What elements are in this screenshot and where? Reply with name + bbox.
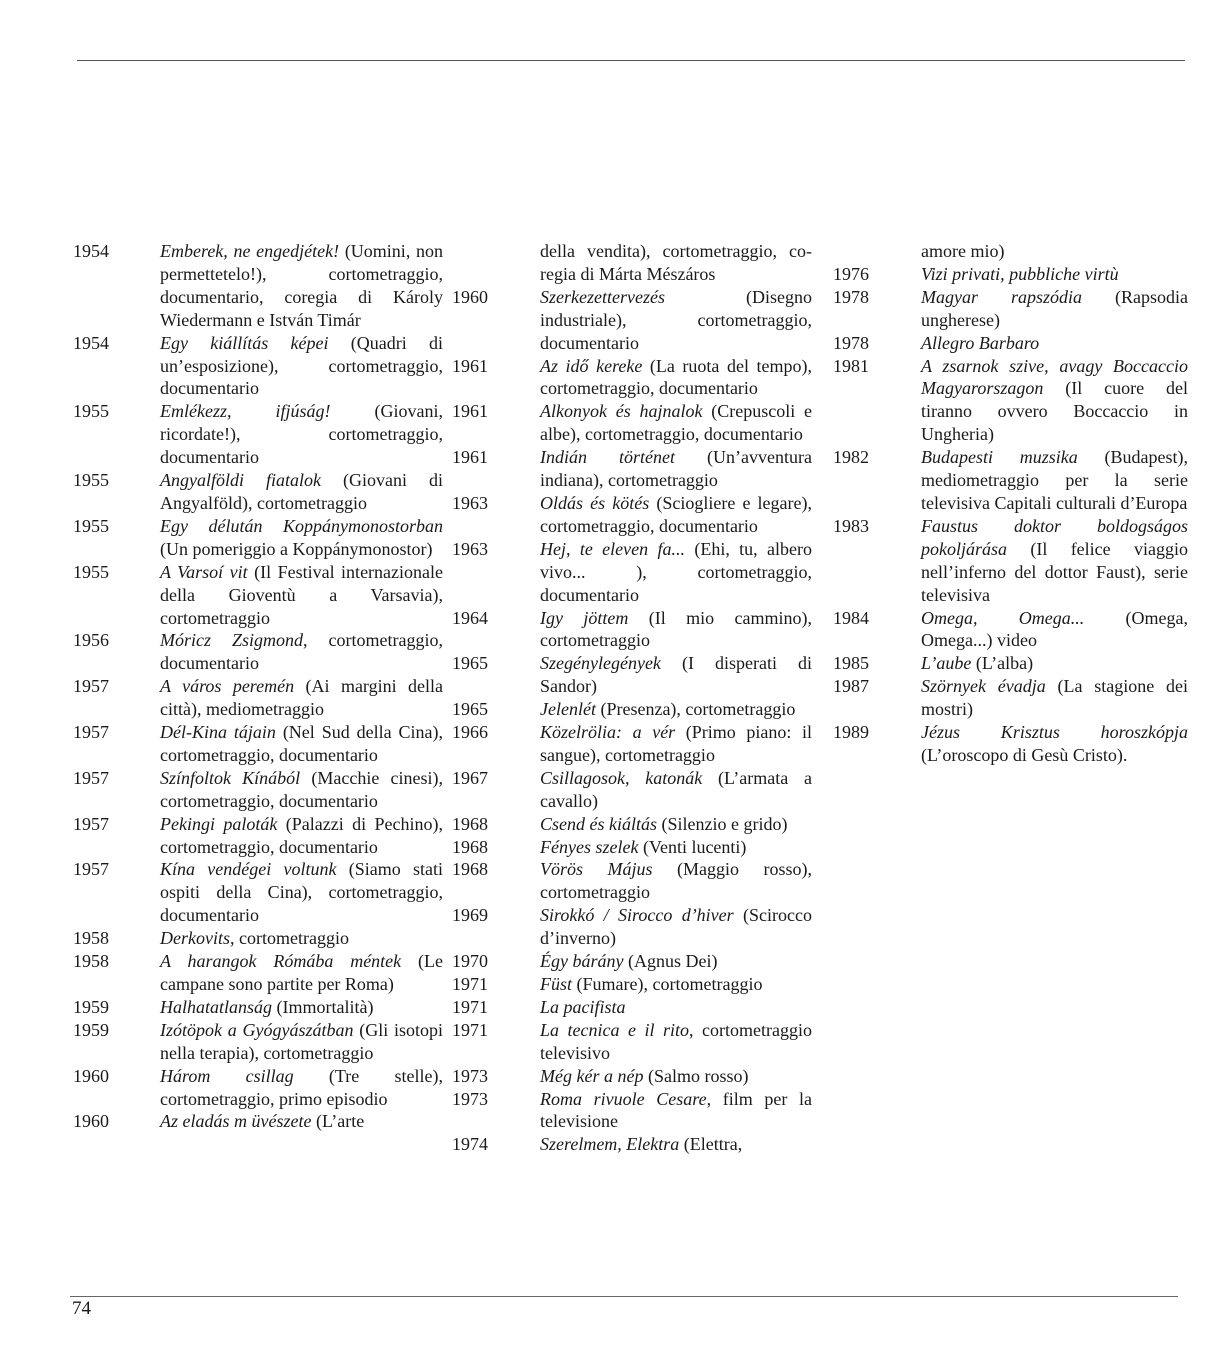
film-details: (Ehi, tu, albero vivo... ), cortometraggio, documentario (540, 538, 812, 605)
entry-year: 1959 (73, 996, 109, 1017)
film-details: (Nel Sud della Cina), cortometraggio, documentario (160, 722, 443, 765)
film-details: (Il cuore del tiranno ovvero Boccaccio in Ungheria) (921, 378, 1188, 445)
page-number: 74 (72, 1298, 91, 1319)
entry-description (160, 721, 443, 767)
entry-description (540, 858, 812, 904)
film-title: Szörnyek évadja (921, 676, 1046, 697)
film-details: , film per la televisione (540, 1088, 812, 1132)
film-title: La pacifista (540, 996, 626, 1017)
filmography-entry (833, 355, 1188, 447)
entry-description (921, 446, 1188, 515)
filmography-entry (452, 698, 812, 721)
filmography-entry (452, 1019, 812, 1065)
filmography-entry (73, 858, 443, 927)
entry-description (540, 400, 812, 446)
filmography-entry (833, 652, 1188, 675)
entry-year: 1973 (452, 1065, 488, 1086)
filmography-entry (452, 813, 812, 836)
film-title: Alkonyok és hajnalok (540, 401, 703, 422)
film-title: Faustus doktor boldogságos pokoljárása (921, 515, 1188, 559)
entry-year: 1971 (452, 996, 488, 1017)
filmography-entry (452, 904, 812, 950)
filmography-entry (452, 355, 812, 401)
filmography-entry (452, 1065, 812, 1088)
film-title: Omega, Omega... (921, 607, 1085, 628)
filmography-entry (452, 973, 812, 996)
film-details: (I disperati di Sandor) (540, 653, 812, 697)
film-details: (Maggio rosso), cortometraggio (540, 859, 812, 903)
film-details: (Rapsodia ungherese) (921, 286, 1188, 330)
entry-continuation: della vendita), cortometraggio, co-regia di Márta Mészáros (540, 241, 812, 284)
entry-year: 1976 (833, 263, 869, 284)
film-title: Füst (540, 974, 573, 994)
film-title: Három csillag (160, 1065, 294, 1086)
entry-year: 1964 (452, 607, 488, 628)
film-title: Közelrölia: a vér (540, 722, 676, 743)
filmography-entry (452, 607, 812, 653)
film-title: Pekingi paloták (160, 813, 278, 834)
entry-description (160, 675, 443, 721)
entry-year: 1961 (452, 447, 488, 468)
entry-year: 1968 (452, 813, 488, 834)
filmography-entry (452, 950, 812, 973)
film-details: (Scirocco d’inverno) (540, 905, 812, 949)
film-details: (Immortalità) (272, 996, 374, 1017)
film-details: (La stagione dei mostri) (921, 676, 1188, 720)
bottom-rule (70, 1296, 1178, 1297)
entry-year: 1970 (452, 951, 488, 972)
film-details: (Un pomeriggio a Koppánymonostor) (160, 538, 433, 559)
entry-description (540, 355, 812, 401)
entry-year: 1957 (73, 722, 109, 743)
film-title: Az eladás m üvészete (160, 1111, 312, 1132)
film-title: Izótöpok a Gyógyászátban (160, 1019, 354, 1040)
entry-year: 1957 (73, 767, 109, 788)
entry-description (921, 652, 1188, 675)
film-details: (Il mio cammino), cortometraggio (540, 607, 813, 651)
entry-year: 1971 (452, 1019, 488, 1040)
entry-description (160, 515, 443, 561)
film-title: Allegro Barbaro (921, 332, 1040, 353)
entry-year: 1987 (833, 676, 869, 697)
filmography-entry (73, 332, 443, 401)
film-title: Hej, te eleven fa... (540, 538, 685, 559)
filmography-entry (833, 721, 1188, 767)
entry-description (540, 1019, 812, 1065)
filmography-entry (452, 492, 812, 538)
filmography-entry (73, 767, 443, 813)
entry-description (540, 950, 812, 973)
film-details: (Agnus Dei) (623, 951, 718, 972)
entry-year: 1974 (452, 1134, 488, 1155)
filmography-entry (833, 263, 1188, 286)
filmography-entry (452, 446, 812, 492)
top-rule (77, 60, 1185, 61)
film-details: (L’arte (311, 1111, 365, 1132)
filmography-entry (73, 813, 443, 859)
entry-year: 1955 (73, 470, 109, 491)
entry-year: 1958 (73, 928, 109, 949)
filmography-entry (833, 446, 1188, 515)
film-details: (Salmo rosso) (643, 1065, 749, 1086)
film-details: (Palazzi di Pechino), cortometraggio, documentario (160, 813, 444, 857)
film-title: Szegénylegények (540, 653, 661, 674)
filmography-column-2 (452, 240, 812, 1156)
film-details: (Macchie cinesi), cortometraggio, documentario (160, 767, 444, 811)
entry-description (540, 492, 812, 538)
entry-description (160, 858, 443, 927)
entry-description (921, 675, 1188, 721)
film-details: (Il Festival internazionale della Gioventù a Varsavia), cortometraggio (160, 561, 444, 628)
film-details: (Omega, Omega...) video (921, 607, 1188, 651)
filmography-entry (833, 286, 1188, 332)
entry-year: 1971 (452, 974, 488, 994)
entry-year: 1968 (452, 859, 488, 880)
entry-description (540, 973, 812, 996)
film-details: (L’armata a cavallo) (540, 767, 812, 811)
entry-year: 1957 (73, 676, 109, 697)
filmography-entry (73, 1019, 443, 1065)
film-title: Szerelmem, Elektra (540, 1134, 680, 1155)
entry-year: 1957 (73, 859, 109, 880)
filmography-entry (73, 950, 443, 996)
entry-description (540, 1088, 812, 1134)
film-title: La tecnica e il rito (540, 1019, 690, 1040)
film-title: Egy kiállítás képei (160, 332, 329, 353)
film-title: Emberek, ne engedjétek! (160, 241, 340, 261)
film-title: Fényes szelek (540, 836, 639, 857)
film-title: Móricz Zsigmond (160, 630, 304, 651)
entry-description (921, 607, 1188, 653)
entry-year: 1955 (73, 515, 109, 536)
entry-year: 1956 (73, 630, 109, 651)
entry-year: 1981 (833, 355, 869, 376)
entry-description (921, 263, 1188, 286)
film-details: (Giovani di Angyalföld), cortometraggio (160, 470, 443, 513)
filmography-entry (73, 240, 443, 332)
film-title: Roma rivuole Cesare (540, 1088, 707, 1109)
entry-description (921, 286, 1188, 332)
filmography-entry (73, 996, 443, 1019)
entry-description (540, 767, 812, 813)
film-details: (Fumare), cortometraggio (572, 974, 763, 994)
entry-description (540, 904, 812, 950)
entry-description (540, 721, 812, 767)
entry-description (160, 1065, 443, 1111)
film-details: (Venti lucenti) (638, 836, 747, 857)
filmography-entry (73, 721, 443, 767)
film-title: Indián történet (540, 447, 676, 468)
entry-description (160, 1110, 443, 1133)
entry-description (540, 607, 812, 653)
entry-year: 1967 (452, 767, 488, 788)
entry-description (160, 950, 443, 996)
film-title: Egy délután Koppánymonostorban (160, 515, 443, 536)
filmography-entry (452, 836, 812, 859)
filmography-column-3 (833, 240, 1188, 767)
filmography-entry (452, 767, 812, 813)
film-details: (Crepuscoli e albe), cortometraggio, documentario (540, 401, 813, 445)
film-title: Égy bárány (540, 951, 624, 972)
film-title: Csend és kiáltás (540, 813, 657, 834)
entry-description (921, 355, 1188, 447)
entry-year: 1985 (833, 653, 869, 674)
entry-year: 1955 (73, 561, 109, 582)
entry-year: 1983 (833, 515, 869, 536)
film-title: Magyar rapszódia (921, 286, 1083, 307)
film-details: , cortometraggio, documentario (160, 630, 443, 674)
entry-description (160, 561, 443, 630)
entry-description (160, 400, 443, 469)
filmography-entry (452, 538, 812, 607)
film-details: (Primo piano: il sangue), cortometraggio (540, 722, 812, 765)
entry-description (540, 1133, 812, 1156)
film-title: Jelenlét (540, 699, 596, 720)
film-title: A zsarnok szive, avagy Boccaccio Magyarorszagon (921, 355, 1188, 399)
filmography-entry (73, 1110, 443, 1133)
entry-description (160, 332, 443, 401)
filmography-entry (73, 561, 443, 630)
film-title: Angyalföldi fiatalok (160, 470, 321, 491)
filmography-entry (73, 675, 443, 721)
entry-description (540, 652, 812, 698)
film-title: Szerkezettervezés (540, 286, 665, 307)
filmography-entry (73, 400, 443, 469)
entry-description (921, 721, 1188, 767)
entry-description (540, 1065, 812, 1088)
entry-description (160, 1019, 443, 1065)
entry-description (540, 446, 812, 492)
filmography-column-1 (73, 240, 443, 1133)
filmography-entry (452, 286, 812, 355)
entry-year: 1965 (452, 699, 488, 720)
film-details: (Presenza), cortometraggio (595, 699, 796, 720)
entry-year: 1963 (452, 492, 488, 513)
filmography-entry (833, 332, 1188, 355)
filmography-entry (73, 515, 443, 561)
film-title: Oldás és kötés (540, 492, 650, 513)
film-title: Az idő kereke (540, 355, 643, 376)
entry-continuation: amore mio) (921, 241, 1005, 261)
film-details: (Disegno industriale), cortometraggio, documentario (540, 286, 812, 353)
entry-year: 1960 (73, 1065, 109, 1086)
film-details: , cortometraggio (229, 928, 349, 949)
film-details: (Uomini, non permettetelo!), cortometraggio, documentario, coregia di Károly Wiedermann e István Timár (160, 241, 444, 330)
entry-description (540, 538, 812, 607)
entry-year: 1969 (452, 905, 488, 926)
film-title: Emlékezz, ifjúság! (160, 401, 331, 422)
film-details: (Tre stelle), cortometraggio, primo episodio (160, 1065, 443, 1109)
film-details: , cortometraggio televisivo (540, 1019, 813, 1063)
film-title: Csillagosok, katonák (540, 767, 703, 788)
film-details: (Ai margini della città), mediometraggio (160, 676, 443, 720)
entry-description (540, 813, 812, 836)
entry-year: 1968 (452, 836, 488, 857)
film-details: (Siamo stati ospiti della Cina), cortometraggio, documentario (160, 859, 443, 926)
film-details: (Budapest), mediometraggio per la serie televisiva Capitali culturali d’Europa (921, 447, 1188, 513)
film-details: (Giovani, ricordate!), cortometraggio, documentario (160, 401, 443, 468)
entry-year: 1978 (833, 332, 869, 353)
entry-year: 1954 (73, 241, 109, 261)
entry-description (160, 629, 443, 675)
entry-description (160, 469, 443, 515)
entry-year: 1955 (73, 401, 109, 422)
entry-description (540, 286, 812, 355)
film-title: Sirokkó / Sirocco d’hiver (540, 905, 734, 926)
entry-year: 1960 (73, 1111, 109, 1132)
filmography-entry (73, 927, 443, 950)
entry-year: 1978 (833, 286, 869, 307)
entry-description (160, 767, 443, 813)
entry-year: 1960 (452, 286, 488, 307)
film-title: Derkovits (160, 928, 230, 949)
film-details: (Gli isotopi nella terapia), cortometraggio (160, 1019, 443, 1063)
film-title: Színfoltok Kínából (160, 767, 301, 788)
film-details: (La ruota del tempo), cortometraggio, documentario (540, 355, 812, 399)
filmography-entry (452, 858, 812, 904)
film-title: Kína vendégei voltunk (160, 859, 337, 880)
filmography-entry (452, 652, 812, 698)
film-title: Halhatatlanság (160, 996, 273, 1017)
entry-description (921, 515, 1188, 607)
filmography-entry (73, 469, 443, 515)
film-title: Dél-Kina tájain (160, 722, 276, 743)
entry-year: 1982 (833, 447, 869, 468)
filmography-entry (452, 1133, 812, 1156)
film-title: A város peremén (160, 676, 295, 697)
film-title: A Varsoí vit (160, 561, 248, 582)
entry-description (540, 698, 812, 721)
filmography-entry (452, 996, 812, 1019)
film-title: Jézus Krisztus horoszkópja (921, 722, 1188, 743)
film-title: Még kér a nép (540, 1065, 644, 1086)
filmography-entry (833, 515, 1188, 607)
entry-year: 1973 (452, 1088, 488, 1109)
filmography-entry (452, 1088, 812, 1134)
filmography-entry (73, 1065, 443, 1111)
entry-year: 1966 (452, 722, 488, 743)
filmography-entry (833, 675, 1188, 721)
entry-year: 1965 (452, 653, 488, 674)
entry-year: 1961 (452, 401, 488, 422)
film-details: (Silenzio e grido) (657, 813, 788, 834)
film-details: (Elettra, (679, 1134, 743, 1155)
entry-year: 1984 (833, 607, 869, 628)
filmography-entry (833, 607, 1188, 653)
film-title: Budapesti muzsika (921, 447, 1078, 468)
entry-description (160, 996, 443, 1019)
entry-description (160, 813, 443, 859)
entry-description (160, 240, 443, 332)
filmography-entry (452, 721, 812, 767)
entry-year: 1957 (73, 813, 109, 834)
entry-year: 1959 (73, 1019, 109, 1040)
film-details: (L’oroscopo di Gesù Cristo). (921, 744, 1128, 765)
film-title: Vizi privati, pubbliche virtù (921, 263, 1119, 284)
entry-year: 1958 (73, 951, 109, 972)
film-title: Vörös Május (540, 859, 653, 880)
entry-year: 1963 (452, 538, 488, 559)
filmography-entry (73, 629, 443, 675)
film-details: (Quadri di un’esposizione), cortometraggio, documentario (160, 332, 443, 399)
entry-description (540, 836, 812, 859)
entry-description (160, 927, 443, 950)
film-details: (L’alba) (971, 653, 1034, 674)
film-title: Igy jöttem (540, 607, 629, 628)
film-details: (Il felice viaggio nell’inferno del dottor Faust), serie televisiva (921, 538, 1188, 605)
film-title: L’aube (921, 653, 972, 674)
filmography-entry (452, 400, 812, 446)
entry-description (540, 996, 812, 1019)
entry-year: 1961 (452, 355, 488, 376)
entry-description (921, 332, 1188, 355)
film-details: (Sciogliere e legare), cortometraggio, documentario (540, 492, 813, 536)
entry-year: 1954 (73, 332, 109, 353)
film-details: (Le campane sono partite per Roma) (160, 951, 443, 994)
film-title: A harangok Rómába méntek (160, 951, 402, 972)
entry-year: 1989 (833, 722, 869, 743)
film-details: (Un’avventura indiana), cortometraggio (540, 447, 812, 491)
